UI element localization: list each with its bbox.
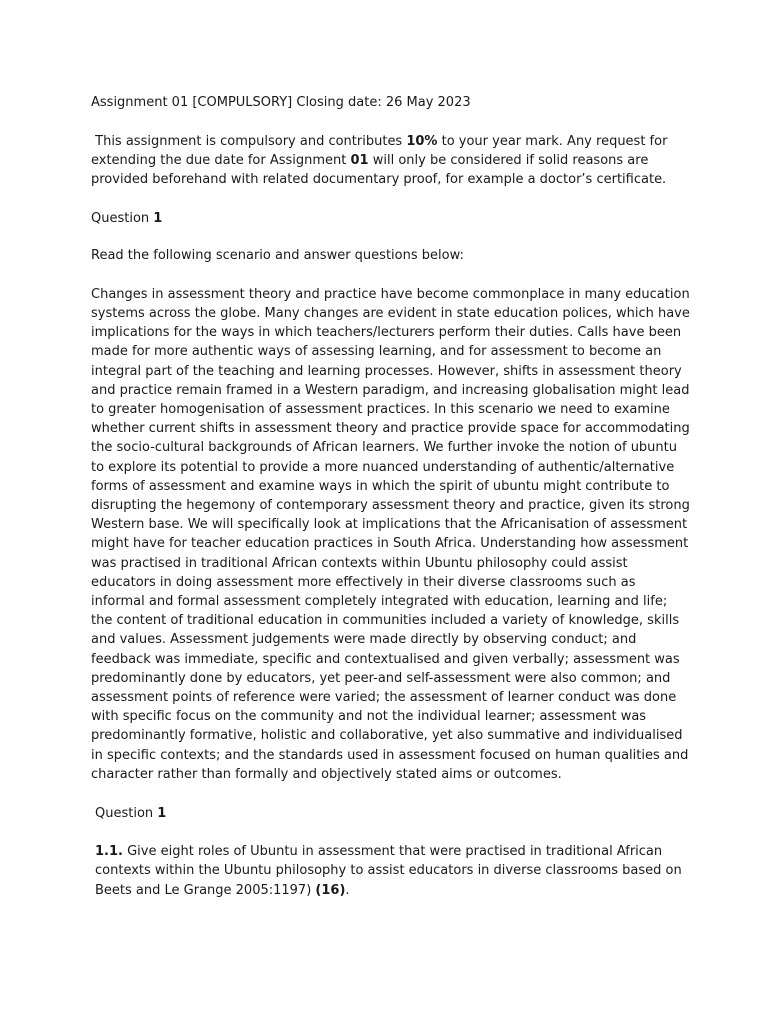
question-heading-2-label: Question [95, 805, 158, 821]
intro-assignment-number: 01 [350, 152, 369, 168]
question-1-1-end: . [345, 882, 350, 898]
question-heading-2 [91, 804, 691, 823]
question-1-1-text: Give eight roles of Ubuntu in assessment that were practised in traditional African contexts within the Ubuntu philosophy to assist educators in diverse classrooms based on Beets and Le Grange 2005:1197) [95, 844, 682, 898]
scenario-paragraph: Changes in assessment theory and practice have become commonplace in many education systems across the globe. Many changes are evident in state education polices, which have implications for the ways in which teachers/lecturers perform their duties. Calls have been made for more authentic ways of assessing learning, and for assessment to become an integral part of the teaching and learning processes. However, shifts in assessment theory and practice remain framed in a Western paradigm, and increasing globalisation might lead to greater homogenisation of assessment practices. In this scenario we need to examine whether current shifts in assessment theory and practice provide space for accommodating the socio-cultural backgrounds of African learners. We further invoke the notion of ubuntu to explore its potential to provide a more nuanced understanding of authentic/alternative forms of assessment and examine ways in which the spirit of ubuntu might contribute to disrupting the hegemony of contemporary assessment theory and practice, given its strong Western base. We will specifically look at implications that the Africanisation of assessment might have for teacher education practices in South Africa. Understanding how assessment was practised in traditional African contexts within Ubuntu philosophy could assist educators in doing assessment more effectively in their diverse classrooms such as informal and formal assessment completely integrated with education, learning and life; the content of traditional education in communities included a variety of knowledge, skills and values. Assessment judgements were made directly by observing conduct; and feedback was immediate, specific and contextualised and given verbally; assessment was predominantly done by educators, yet peer-and self-assessment were also common; and assessment points of reference were varied; the assessment of learner conduct was done with specific focus on the community and not the individual learner; assessment was predominantly formative, holistic and collaborative, yet also summative and individualised in specific contexts; and the standards used in assessment focused on human qualities and character rather than formally and objectively stated aims or outcomes. [91, 286, 690, 782]
question-1-1-number: 1.1. [95, 844, 123, 860]
assignment-title: Assignment 01 [COMPULSORY] Closing date: 26 May 2023 [91, 95, 471, 110]
question-heading-label: Question [91, 210, 154, 226]
document-page [91, 93, 691, 900]
assignment-intro [91, 132, 691, 190]
question-1-1-marks: (16) [315, 882, 346, 898]
question-heading [91, 209, 691, 228]
question-1-1 [91, 842, 691, 900]
instruction-text: Read the following scenario and answer questions below: [91, 248, 464, 264]
intro-percent: 10% [406, 133, 438, 149]
intro-text-2: to your year mark. Any request for extending the due date for Assignment [91, 133, 668, 168]
intro-text-3: will only be considered if solid reasons are provided beforehand with related documentary proof, for example a doctor’s certificate. [91, 152, 667, 188]
question-heading-2-number: 1 [157, 805, 167, 821]
question-heading-number: 1 [153, 210, 163, 226]
intro-text-1: This assignment is compulsory and contributes [95, 133, 407, 149]
